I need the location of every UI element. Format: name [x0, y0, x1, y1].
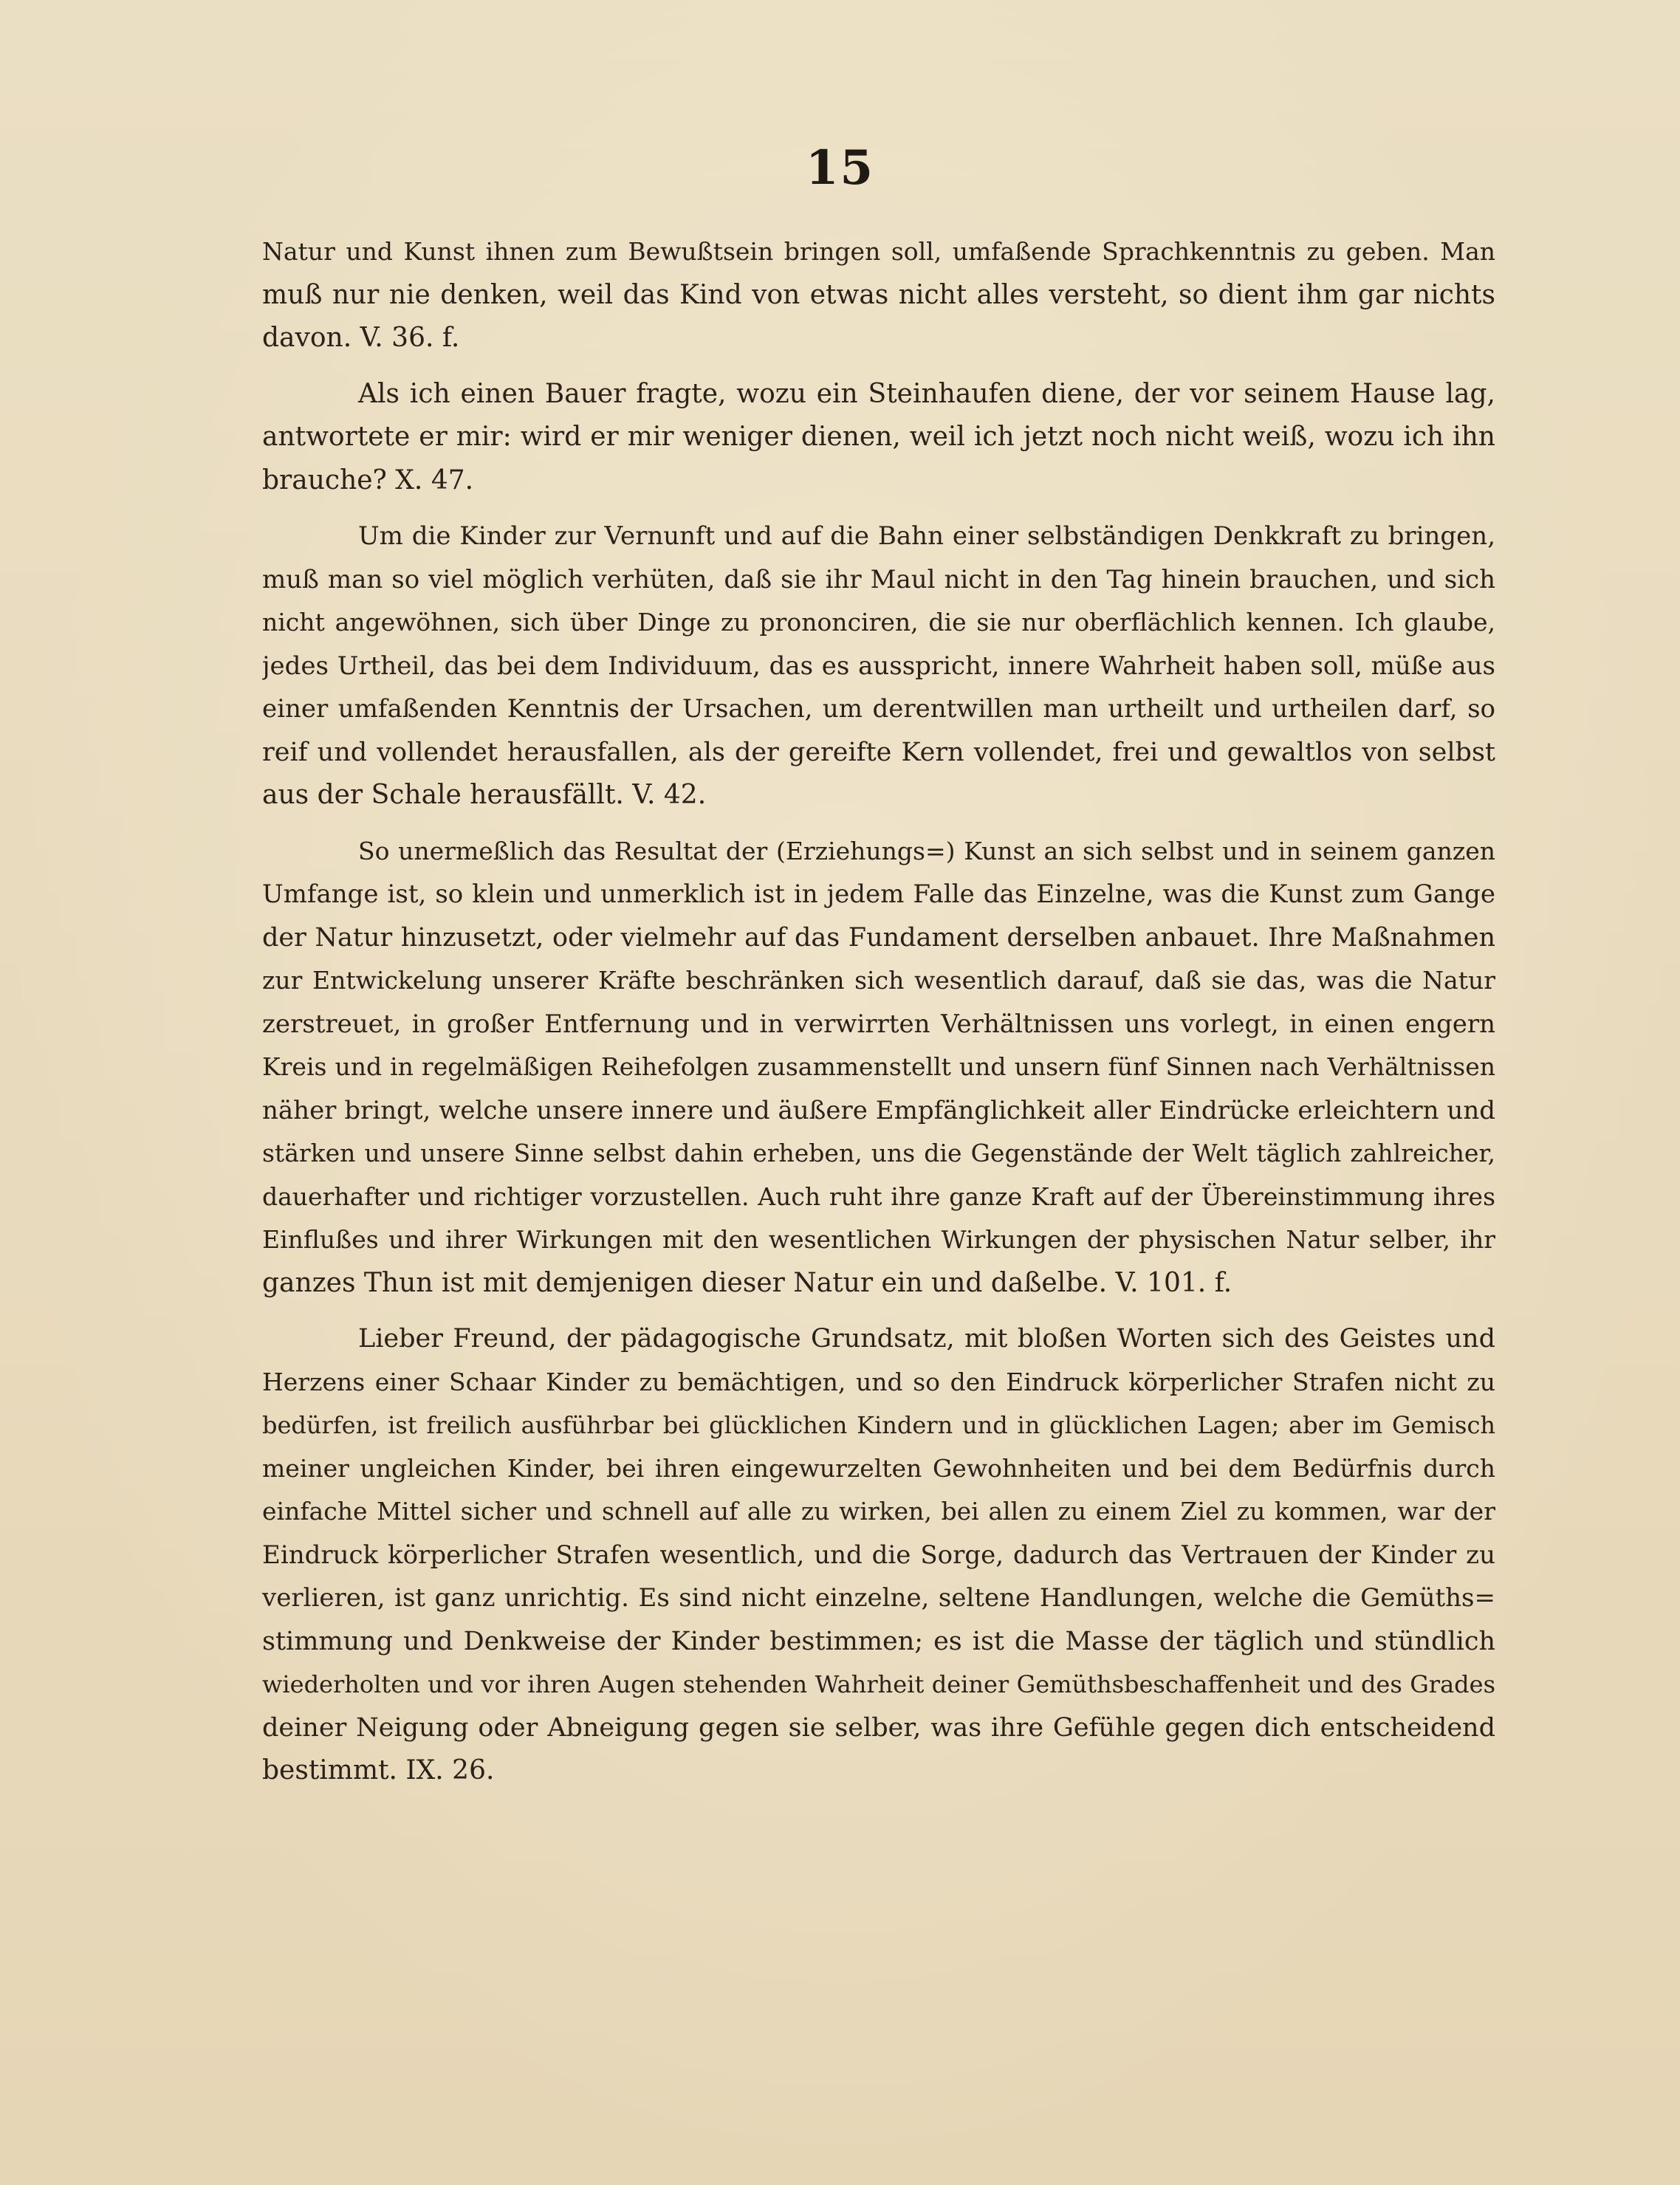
text-line: Herzens einer Schaar Kinder zu bemächtigen, und so den Eindruck körperlicher Strafen nicht zu: [262, 1367, 1495, 1396]
text-line: aus der Schale herausfällt. V. 42.: [262, 780, 707, 810]
text-line: zerstreuet, in großer Entfernung und in verwirrten Verhältnissen uns vorlegt, in einen engern: [262, 1009, 1495, 1039]
text-line: zur Entwickelung unserer Kräfte beschränken sich wesentlich darauf, daß sie das, was die Natur: [262, 966, 1495, 995]
body-text: [262, 230, 1495, 1793]
text-line: muß nur nie denken, weil das Kind von etwas nicht alles versteht, so dient ihm gar nichts: [262, 279, 1495, 310]
paragraph-5: [262, 1317, 1495, 1793]
text-line: stärken und unsere Sinne selbst dahin erheben, uns die Gegenstände der Welt täglich zahlreicher,: [262, 1139, 1495, 1167]
text-line: nicht angewöhnen, sich über Dinge zu prononciren, die sie nur oberflächlich kennen. Ich glaube,: [262, 608, 1495, 637]
text-line: Um die Kinder zur Vernunft und auf die Bahn einer selbständigen Denkkraft zu bringen,: [358, 521, 1495, 551]
text-line: jedes Urtheil, das bei dem Individuum, das es ausspricht, innere Wahrheit haben soll, müße aus: [262, 651, 1495, 681]
text-line: bedürfen, ist freilich ausführbar bei glücklichen Kindern und in glücklichen Lagen; aber im Gemisch: [262, 1411, 1495, 1439]
text-line: brauche? X. 47.: [262, 464, 474, 495]
paragraph-4: [262, 830, 1495, 1306]
paragraph-3: [262, 515, 1495, 817]
text-line: verlieren, ist ganz unrichtig. Es sind nicht einzelne, seltene Handlungen, welche die Gemüths=: [262, 1583, 1495, 1613]
text-line: Als ich einen Bauer fragte, wozu ein Steinhaufen diene, der vor seinem Hause lag,: [358, 378, 1495, 409]
text-line: einfache Mittel sicher und schnell auf alle zu wirken, bei allen zu einem Ziel zu kommen, war der: [262, 1497, 1495, 1526]
paragraph-2: [262, 373, 1495, 503]
text-line: Kreis und in regelmäßigen Reihefolgen zusammenstellt und unsern fünf Sinnen nach Verhältnissen: [262, 1052, 1495, 1081]
text-line: näher bringt, welche unsere innere und äußere Empfänglichkeit aller Eindrücke erleichtern und: [262, 1095, 1495, 1125]
text-line: Einflußes und ihrer Wirkungen mit den wesentlichen Wirkungen der physischen Natur selber, ihr: [262, 1225, 1495, 1254]
text-line: Lieber Freund, der pädagogische Grundsatz, mit bloßen Worten sich des Geistes und: [358, 1324, 1495, 1354]
text-line: einer umfaßenden Kenntnis der Ursachen, um derentwillen man urtheilt und urtheilen darf, so: [262, 694, 1495, 724]
page-number: 15: [805, 140, 875, 196]
text-line: stimmung und Denkweise der Kinder bestimmen; es ist die Masse der täglich und stündlich: [262, 1626, 1495, 1656]
text-line: Eindruck körperlicher Strafen wesentlich, und die Sorge, dadurch das Vertrauen der Kinder zu: [262, 1540, 1495, 1570]
text-line: Umfange ist, so klein und unmerklich ist in jedem Falle das Einzelne, was die Kunst zum Gange: [262, 879, 1495, 909]
text-line: antwortete er mir: wird er mir weniger dienen, weil ich jetzt noch nicht weiß, wozu ich ihn: [262, 422, 1495, 452]
text-line: bestimmt. IX. 26.: [262, 1755, 495, 1786]
text-line: muß man so viel möglich verhüten, daß sie ihr Maul nicht in den Tag hinein brauchen, und sich: [262, 564, 1495, 594]
text-line: So unermeßlich das Resultat der (Erziehungs=) Kunst an sich selbst und in seinem ganzen: [358, 836, 1495, 865]
paragraph-1: [262, 230, 1495, 360]
text-line: Natur und Kunst ihnen zum Bewußtsein bringen soll, umfaßende Sprachkenntnis zu geben. Man: [262, 237, 1495, 266]
text-line: deiner Neigung oder Abneigung gegen sie selber, was ihre Gefühle gegen dich entscheidend: [262, 1712, 1495, 1743]
text-line: reif und vollendet herausfallen, als der gereifte Kern vollendet, frei und gewaltlos von selbst: [262, 737, 1495, 767]
text-line: dauerhafter und richtiger vorzustellen. Auch ruht ihre ganze Kraft auf der Übereinstimmung ihres: [262, 1181, 1495, 1211]
text-line: der Natur hinzusetzt, oder vielmehr auf das Fundament derselben anbauet. Ihre Maßnahmen: [262, 922, 1495, 953]
text-line: ganzes Thun ist mit demjenigen dieser Natur ein und daßelbe. V. 101. f.: [262, 1267, 1232, 1298]
text-line: davon. V. 36. f.: [262, 323, 460, 353]
text-line: meiner ungleichen Kinder, bei ihren eingewurzelten Gewohnheiten und bei dem Bedürfnis durch: [262, 1453, 1495, 1483]
text-line: wiederholten und vor ihren Augen stehenden Wahrheit deiner Gemüthsbeschaffenheit und des Grades: [262, 1670, 1495, 1698]
